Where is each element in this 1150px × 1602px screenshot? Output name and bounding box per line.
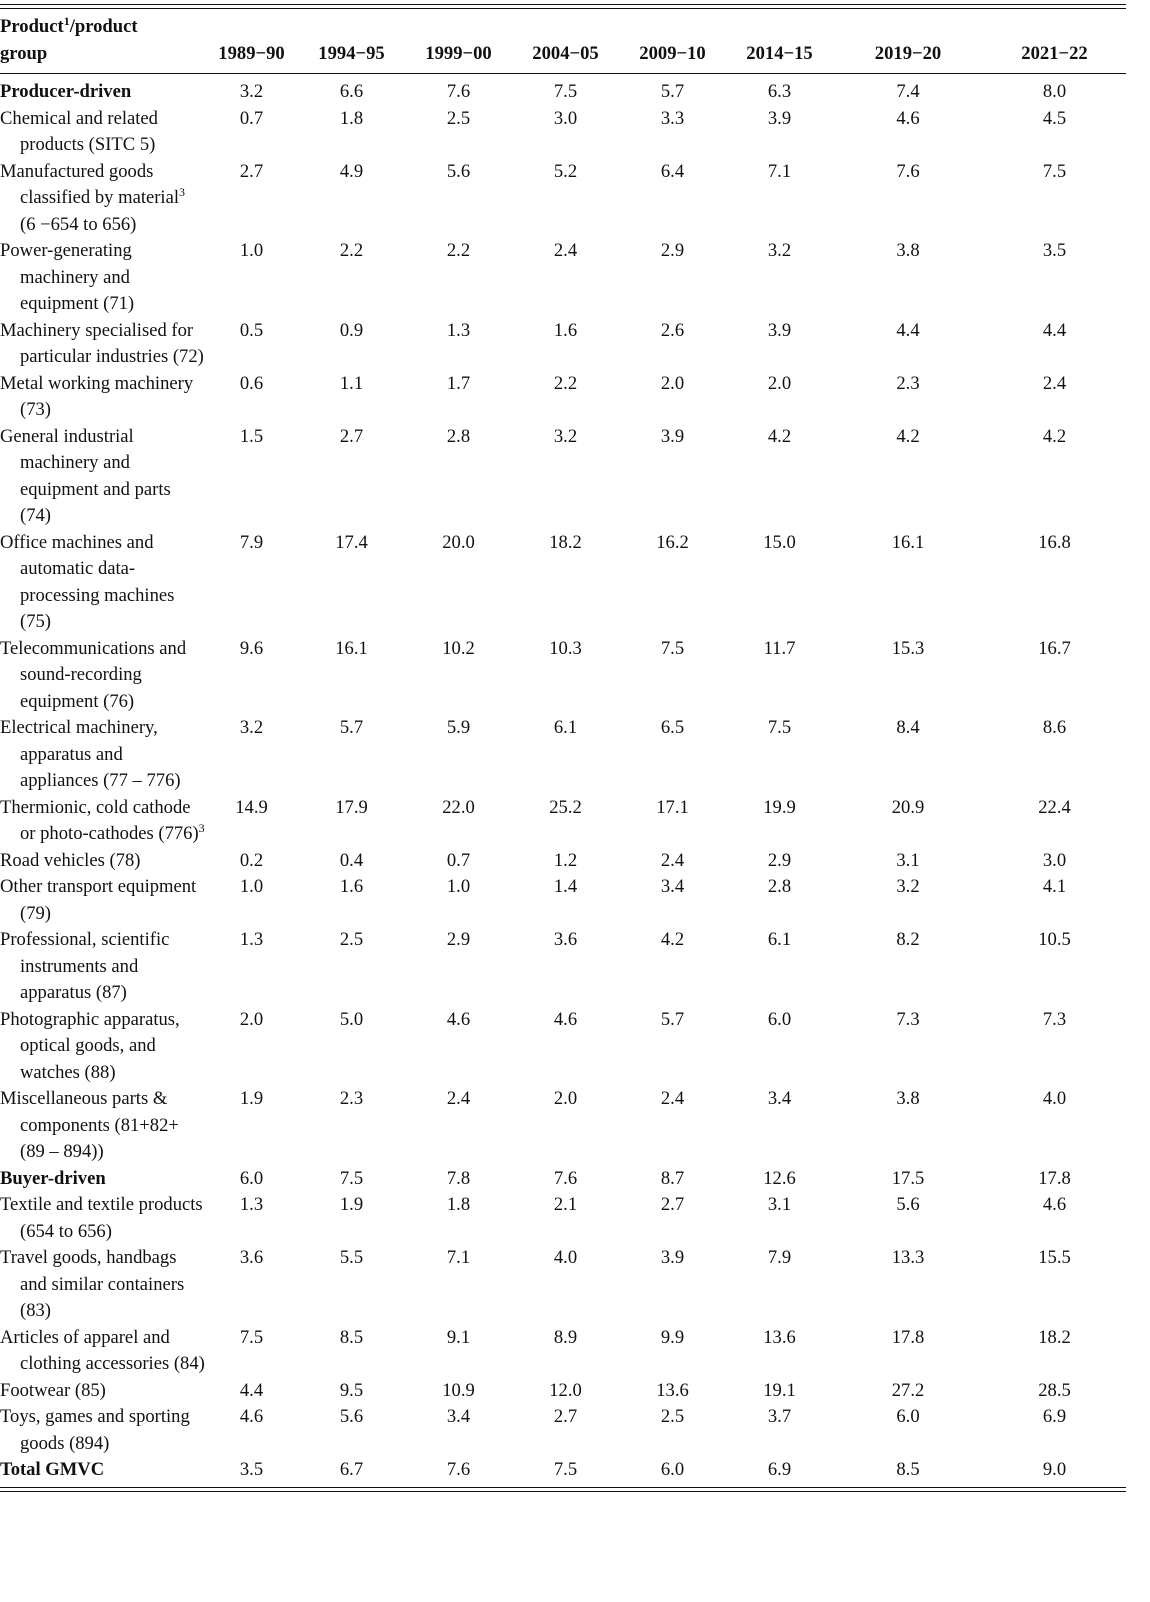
value-cell: 10.2	[442, 637, 475, 659]
value-cell: 2.1	[553, 1194, 578, 1215]
value-cell: 3.7	[767, 1406, 792, 1427]
value-cell: 10.9	[442, 1379, 475, 1401]
value-cell: 22.0	[442, 796, 475, 818]
value-cell: 16.7	[1038, 637, 1071, 659]
row-label-text: Textile and textile products (654 to 656)	[0, 1194, 203, 1242]
row-label-text: Toys, games and sporting goods (894)	[0, 1406, 190, 1454]
value-cell: 3.2	[767, 240, 792, 261]
value-cell: 3.0	[1042, 849, 1067, 871]
value-cell: 3.9	[660, 1247, 685, 1268]
row-label-text: Buyer-driven	[0, 1167, 106, 1189]
value-cell: 7.6	[896, 160, 920, 182]
value-cell: 16.1	[335, 637, 368, 659]
value-cell: 8.0	[1042, 81, 1067, 102]
value-cell: 5.6	[446, 160, 471, 182]
value-cell: 7.1	[767, 160, 792, 182]
value-cell: 7.8	[446, 1167, 471, 1189]
value-cell: 7.3	[1042, 1008, 1067, 1030]
value-cell: 2.2	[553, 372, 578, 394]
value-cell: 1.0	[446, 876, 471, 897]
value-cell: 2.0	[239, 1008, 264, 1030]
table-row	[0, 927, 1126, 1007]
table-row	[0, 1007, 1126, 1087]
row-label	[0, 1378, 205, 1405]
row-label	[0, 795, 205, 848]
row-label-text: Metal working machinery (73)	[0, 372, 194, 420]
value-cell: 3.5	[239, 1459, 264, 1480]
value-cell: 17.9	[335, 796, 368, 818]
value-cell: 4.6	[553, 1008, 578, 1030]
header-footnote-marker: 1	[63, 14, 70, 28]
value-cell: 5.7	[339, 717, 364, 738]
value-cell: 5.6	[896, 1194, 920, 1215]
value-cell: 2.0	[660, 372, 685, 394]
row-label-text: Telecommunications and sound-recording equipment (76)	[0, 637, 187, 712]
value-cell: 7.6	[446, 1459, 471, 1480]
value-cell: 1.3	[446, 319, 471, 341]
table-row	[0, 636, 1126, 716]
row-label	[0, 371, 205, 424]
row-label	[0, 318, 205, 371]
row-label-text: Thermionic, cold cathode or photo-cathodes (776)	[0, 796, 199, 844]
table-row	[0, 159, 1126, 239]
value-cell: 3.2	[896, 876, 920, 897]
row-label	[0, 848, 205, 875]
value-cell: 7.5	[1042, 160, 1067, 182]
table-row	[0, 318, 1126, 371]
value-cell: 4.6	[896, 107, 920, 129]
header-year: 1999−00	[405, 9, 512, 74]
value-cell: 8.2	[896, 929, 920, 950]
value-cell: 2.9	[767, 849, 792, 871]
value-cell: 7.5	[339, 1167, 364, 1189]
value-cell: 4.6	[1042, 1194, 1067, 1215]
value-cell: 3.8	[896, 1088, 920, 1109]
row-label-text: Power-generating machinery and equipment (71)	[0, 240, 135, 314]
bottom-rule-double	[0, 1491, 1126, 1492]
value-cell: 3.4	[660, 876, 685, 897]
value-cell: 6.0	[896, 1406, 920, 1427]
value-cell: 8.9	[553, 1326, 578, 1348]
value-cell: 3.4	[767, 1088, 792, 1109]
value-cell: 3.2	[239, 717, 264, 738]
value-cell: 12.0	[549, 1379, 582, 1401]
value-cell: 0.9	[339, 319, 364, 341]
row-label	[0, 238, 205, 318]
value-cell: 0.5	[239, 319, 264, 341]
value-cell: 15.0	[763, 531, 796, 553]
value-cell: 0.6	[239, 372, 264, 394]
value-cell: 22.4	[1038, 796, 1071, 818]
value-cell: 1.2	[553, 849, 578, 871]
row-label-text: Miscellaneous parts & components (81+82+ (89 – 894))	[0, 1088, 179, 1162]
value-cell: 7.5	[239, 1326, 264, 1348]
row-label-text: Travel goods, handbags and similar containers (83)	[0, 1247, 185, 1321]
row-label	[0, 74, 205, 106]
value-cell: 2.8	[767, 876, 792, 897]
row-label	[0, 530, 205, 636]
value-cell: 1.3	[239, 1194, 264, 1215]
value-cell: 7.5	[553, 81, 578, 102]
value-cell: 6.1	[553, 717, 578, 738]
value-cell: 2.8	[446, 425, 471, 447]
value-cell: 1.0	[239, 240, 264, 261]
value-cell: 5.7	[660, 1008, 685, 1030]
value-cell: 9.5	[339, 1379, 364, 1401]
row-label	[0, 1245, 205, 1325]
header-year: 1994−95	[298, 9, 405, 74]
value-cell: 8.6	[1042, 717, 1067, 738]
value-cell: 1.8	[339, 107, 364, 129]
header-label-slash-product: /product	[69, 16, 138, 37]
value-cell: 13.6	[656, 1379, 689, 1401]
value-cell: 16.8	[1038, 531, 1071, 553]
value-cell: 3.6	[553, 929, 578, 950]
value-cell: 16.1	[891, 531, 925, 553]
value-cell: 2.7	[339, 425, 364, 447]
value-cell: 4.2	[660, 929, 685, 950]
value-cell: 6.0	[660, 1459, 685, 1480]
value-cell: 4.2	[896, 425, 920, 447]
value-cell: 3.1	[767, 1194, 792, 1215]
row-label-suffix: (6 −654 to 656)	[20, 213, 137, 235]
row-label	[0, 927, 205, 1007]
value-cell: 17.5	[891, 1167, 925, 1189]
value-cell: 28.5	[1038, 1379, 1071, 1401]
value-cell: 13.6	[763, 1326, 796, 1348]
value-cell: 5.0	[339, 1008, 364, 1030]
value-cell: 2.4	[1042, 372, 1067, 394]
row-label-text: Articles of apparel and clothing accessories (84)	[0, 1326, 205, 1374]
value-cell: 15.3	[891, 637, 925, 659]
value-cell: 17.8	[1038, 1167, 1071, 1189]
value-cell: 2.4	[553, 240, 578, 261]
row-label-text: Manufactured goods classified by material	[0, 160, 180, 208]
value-cell: 2.9	[446, 929, 471, 950]
value-cell: 1.0	[239, 876, 264, 897]
table-row	[0, 1378, 1126, 1405]
value-cell: 1.1	[339, 372, 364, 394]
value-cell: 8.4	[896, 717, 920, 738]
value-cell: 16.2	[656, 531, 689, 553]
value-cell: 5.2	[553, 160, 578, 182]
value-cell: 1.5	[239, 425, 264, 447]
row-label	[0, 715, 205, 795]
table-row	[0, 874, 1126, 927]
value-cell: 3.9	[767, 107, 792, 129]
value-cell: 3.2	[239, 81, 264, 102]
value-cell: 9.6	[239, 637, 264, 659]
value-cell: 1.3	[239, 929, 264, 950]
value-cell: 4.2	[1042, 425, 1067, 447]
value-cell: 4.6	[446, 1008, 471, 1030]
value-cell: 5.9	[446, 717, 471, 738]
value-cell: 1.6	[339, 876, 364, 897]
value-cell: 5.7	[660, 81, 685, 102]
value-cell: 1.4	[553, 876, 578, 897]
value-cell: 4.1	[1042, 876, 1067, 897]
row-label	[0, 1166, 205, 1193]
value-cell: 4.9	[339, 160, 364, 182]
value-cell: 7.9	[239, 531, 264, 553]
row-label	[0, 1404, 205, 1457]
row-label	[0, 1192, 205, 1245]
value-cell: 20.9	[891, 796, 925, 818]
row-label-text: Electrical machinery, apparatus and appliances (77 – 776)	[0, 717, 181, 791]
value-cell: 2.7	[553, 1406, 578, 1427]
table-row	[0, 1457, 1126, 1487]
row-label	[0, 636, 205, 716]
value-cell: 9.0	[1042, 1459, 1067, 1480]
value-cell: 6.9	[1042, 1406, 1067, 1427]
row-label-text: Professional, scientific instruments and apparatus (87)	[0, 929, 170, 1003]
value-cell: 2.5	[339, 929, 364, 950]
row-label-text: Footwear (85)	[0, 1379, 106, 1401]
table-row	[0, 795, 1126, 848]
row-label	[0, 1325, 205, 1378]
value-cell: 12.6	[763, 1167, 796, 1189]
value-cell: 7.9	[767, 1247, 792, 1268]
value-cell: 3.4	[446, 1406, 471, 1427]
value-cell: 4.0	[553, 1247, 578, 1268]
row-label-text: Total GMVC	[0, 1459, 105, 1480]
value-cell: 2.4	[446, 1088, 471, 1109]
value-cell: 2.4	[660, 849, 685, 871]
header-year: 2019−20	[833, 9, 983, 74]
value-cell: 2.2	[339, 240, 364, 261]
row-label-text: Road vehicles (78)	[0, 849, 141, 871]
value-cell: 10.5	[1038, 929, 1071, 950]
table-row	[0, 1245, 1126, 1325]
value-cell: 6.5	[660, 717, 685, 738]
value-cell: 3.3	[660, 107, 685, 129]
value-cell: 4.4	[239, 1379, 264, 1401]
value-cell: 1.6	[553, 319, 578, 341]
row-label-text: Office machines and automatic data-processing machines (75)	[0, 531, 175, 632]
table-row	[0, 74, 1126, 106]
value-cell: 5.5	[339, 1247, 364, 1268]
header-year: 2021−22	[983, 9, 1126, 74]
value-cell: 0.4	[339, 849, 364, 871]
value-cell: 2.5	[446, 107, 471, 129]
value-cell: 2.3	[896, 372, 920, 394]
table-row	[0, 1166, 1126, 1193]
value-cell: 18.2	[549, 531, 582, 553]
value-cell: 2.0	[553, 1088, 578, 1109]
table-row	[0, 1086, 1126, 1166]
row-label	[0, 1086, 205, 1166]
row-label-text: General industrial machinery and equipment and parts (74)	[0, 425, 171, 526]
value-cell: 6.0	[239, 1167, 264, 1189]
value-cell: 2.2	[446, 240, 471, 261]
value-cell: 17.1	[656, 796, 689, 818]
table-row	[0, 715, 1126, 795]
value-cell: 15.5	[1038, 1247, 1071, 1268]
value-cell: 20.0	[442, 531, 475, 553]
header-label-group: group	[0, 43, 48, 64]
row-label	[0, 106, 205, 159]
value-cell: 8.5	[339, 1326, 364, 1348]
row-label	[0, 1007, 205, 1087]
value-cell: 7.6	[553, 1167, 578, 1189]
value-cell: 7.1	[446, 1247, 471, 1268]
header-label-product: Product	[0, 16, 64, 37]
row-label-text: Machinery specialised for particular industries (72)	[0, 319, 204, 367]
value-cell: 7.5	[660, 637, 685, 659]
value-cell: 1.9	[339, 1194, 364, 1215]
header-year: 2014−15	[726, 9, 833, 74]
value-cell: 2.4	[660, 1088, 685, 1109]
table-row	[0, 1192, 1126, 1245]
value-cell: 11.7	[763, 637, 796, 659]
table-row	[0, 371, 1126, 424]
value-cell: 2.5	[660, 1406, 685, 1427]
value-cell: 17.4	[335, 531, 368, 553]
value-cell: 6.0	[767, 1008, 792, 1030]
value-cell: 6.7	[339, 1459, 364, 1480]
value-cell: 6.6	[339, 81, 364, 102]
value-cell: 4.2	[767, 425, 792, 447]
value-cell: 6.4	[660, 160, 685, 182]
value-cell: 18.2	[1038, 1326, 1071, 1348]
row-label	[0, 424, 205, 530]
value-cell: 5.6	[339, 1406, 364, 1427]
value-cell: 3.6	[239, 1247, 264, 1268]
value-cell: 8.7	[660, 1167, 685, 1189]
table-row	[0, 238, 1126, 318]
value-cell: 6.1	[767, 929, 792, 950]
value-cell: 7.3	[896, 1008, 920, 1030]
row-label-text: Other transport equipment (79)	[0, 876, 197, 924]
table-row	[0, 1325, 1126, 1378]
row-label	[0, 159, 205, 239]
value-cell: 4.4	[896, 319, 920, 341]
value-cell: 6.3	[767, 81, 792, 102]
value-cell: 3.8	[896, 240, 920, 261]
value-cell: 2.0	[767, 372, 792, 394]
table-row	[0, 848, 1126, 875]
value-cell: 4.5	[1042, 107, 1067, 129]
header-year: 2004−05	[512, 9, 619, 74]
bottom-rule	[0, 1487, 1126, 1488]
header-year: 2009−10	[619, 9, 726, 74]
data-table	[0, 9, 1126, 1487]
value-cell: 4.0	[1042, 1088, 1067, 1109]
value-cell: 2.9	[660, 240, 685, 261]
value-cell: 10.3	[549, 637, 582, 659]
row-label	[0, 1457, 205, 1487]
value-cell: 3.1	[896, 849, 920, 871]
header-product-group	[0, 9, 205, 74]
value-cell: 7.5	[553, 1459, 578, 1480]
header-row	[0, 9, 1126, 74]
row-label-text: Photographic apparatus, optical goods, and watches (88)	[0, 1008, 180, 1083]
value-cell: 6.9	[767, 1459, 792, 1480]
value-cell: 0.7	[239, 107, 264, 129]
value-cell: 7.4	[896, 81, 920, 102]
footnote-marker: 3	[179, 185, 186, 199]
value-cell: 9.9	[660, 1326, 685, 1348]
value-cell: 9.1	[446, 1326, 471, 1348]
table-row	[0, 530, 1126, 636]
value-cell: 14.9	[235, 796, 268, 818]
table-row	[0, 424, 1126, 530]
value-cell: 1.9	[239, 1088, 264, 1109]
value-cell: 4.4	[1042, 319, 1067, 341]
value-cell: 19.1	[763, 1379, 796, 1401]
value-cell: 8.5	[896, 1459, 920, 1480]
value-cell: 27.2	[891, 1379, 925, 1401]
value-cell: 13.3	[891, 1247, 925, 1268]
value-cell: 0.7	[446, 849, 471, 871]
value-cell: 3.0	[553, 107, 578, 129]
row-label	[0, 874, 205, 927]
value-cell: 25.2	[549, 796, 582, 818]
footnote-marker: 3	[198, 821, 205, 835]
value-cell: 3.9	[767, 319, 792, 341]
table-body	[0, 74, 1126, 1487]
value-cell: 2.7	[239, 160, 264, 182]
value-cell: 7.6	[446, 81, 471, 102]
value-cell: 1.8	[446, 1194, 471, 1215]
value-cell: 3.9	[660, 425, 685, 447]
value-cell: 2.7	[660, 1194, 685, 1215]
value-cell: 19.9	[763, 796, 796, 818]
value-cell: 1.7	[446, 372, 471, 394]
value-cell: 3.5	[1042, 240, 1067, 261]
table-row	[0, 106, 1126, 159]
value-cell: 2.6	[660, 319, 685, 341]
value-cell: 0.2	[239, 849, 264, 871]
row-label-text: Chemical and related products (SITC 5)	[0, 107, 158, 155]
value-cell: 7.5	[767, 717, 792, 738]
value-cell: 17.8	[891, 1326, 925, 1348]
top-rule	[0, 4, 1126, 5]
table-row	[0, 1404, 1126, 1457]
value-cell: 3.2	[553, 425, 578, 447]
value-cell: 4.6	[239, 1406, 264, 1427]
header-year: 1989−90	[205, 9, 298, 74]
row-label-text: Producer-driven	[0, 81, 132, 102]
value-cell: 2.3	[339, 1088, 364, 1109]
